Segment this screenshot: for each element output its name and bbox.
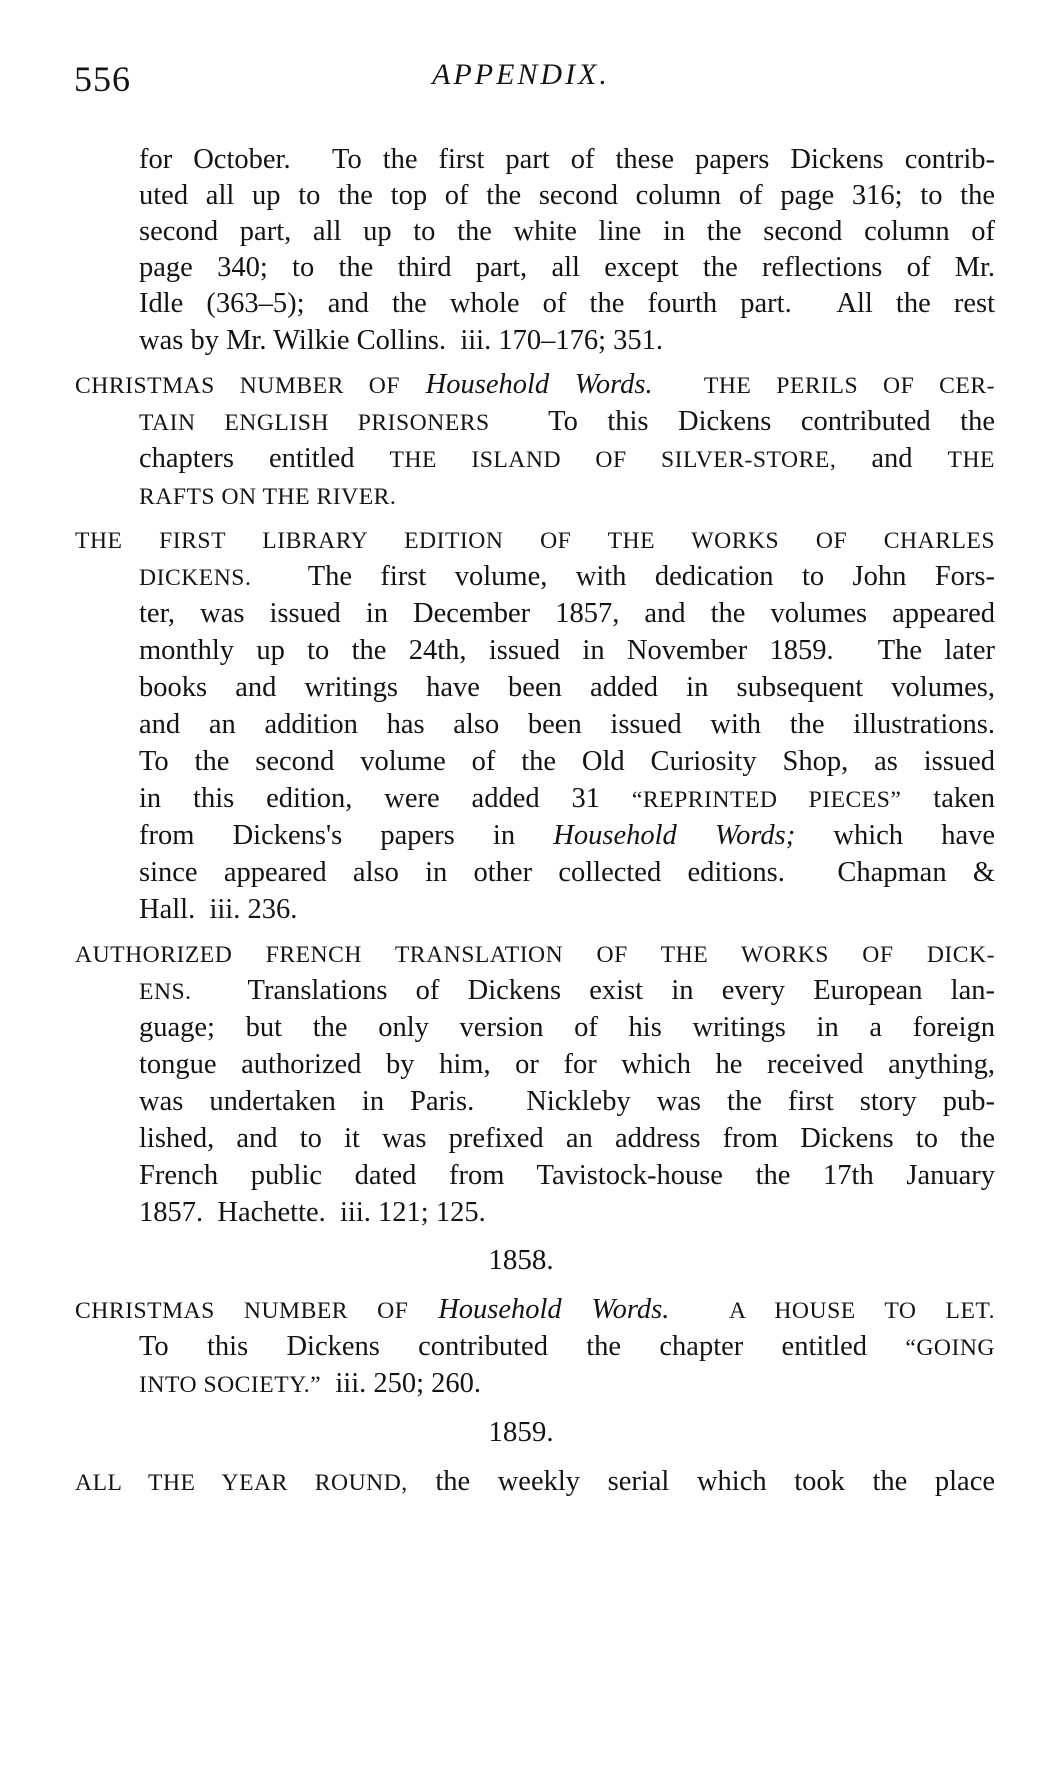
entry-heading: THE FIRST LIBRARY EDITION OF THE WORKS OF CHARLES [75, 528, 995, 554]
text-line: 1857. Hachette. iii. 121; 125. [139, 1197, 486, 1228]
entry-french-translation-heading [75, 934, 995, 974]
text-line: for October. To the first part of these papers Dickens contrib- [139, 144, 995, 175]
page-number: 556 [74, 59, 131, 99]
entry-heading: ALL THE YEAR ROUND, [75, 1470, 408, 1496]
text-span: in this edition, were added 31 [139, 783, 600, 814]
text-line [139, 1327, 995, 1367]
work-title: TAIN ENGLISH PRISONERS [139, 410, 490, 436]
text-span: iii. 250; 260. [335, 1368, 482, 1399]
entry-christmas-number-house-to-let-line [75, 1290, 995, 1330]
text-line [139, 402, 995, 442]
work-title: INTO SOCIETY.” [139, 1372, 322, 1398]
text-line [139, 557, 995, 597]
text-line: Hall. iii. 236. [139, 894, 298, 925]
text-line: page 340; to the third part, all except the reflections of Mr. [139, 252, 995, 283]
text-line: books and writings have been added in subsequent volumes, [139, 672, 995, 703]
work-title: A HOUSE TO LET. [729, 1298, 995, 1324]
periodical-title: Household Words; [553, 820, 796, 851]
text-line: Idle (363–5); and the whole of the fourth part. All the rest [139, 288, 995, 319]
text-line: second part, all up to the white line in the second column of [139, 216, 995, 247]
text-line [139, 476, 396, 516]
entry-heading: ENS. [139, 979, 192, 1005]
text-line: was undertaken in Paris. Nickleby was the first story pub- [139, 1086, 995, 1117]
text-line [139, 816, 995, 856]
text-line: French public dated from Tavistock-house the 17th January [139, 1160, 995, 1191]
entry-christmas-number-perils-line [75, 365, 995, 405]
year-heading-1858: 1858. [488, 1244, 554, 1276]
entry-all-the-year-round-line [75, 1462, 995, 1502]
text-line [139, 439, 995, 479]
running-title: APPENDIX. [432, 58, 610, 91]
text-line: since appeared also in other collected editions. Chapman & [139, 857, 995, 888]
text-span: the weekly serial which took the place [435, 1466, 996, 1497]
periodical-title: Household Words. [425, 369, 653, 400]
text-span: The first volume, with dedication to John Fors- [307, 561, 995, 592]
text-line: monthly up to the 24th, issued in November 1859. The later [139, 635, 995, 666]
entry-heading: CHRISTMAS NUMBER OF [75, 373, 401, 399]
work-title: THE ISLAND OF SILVER-STORE, [389, 447, 837, 473]
text-span: To this Dickens contributed the [548, 406, 995, 437]
text-span: chapters entitled [139, 443, 355, 474]
text-line: ter, was issued in December 1857, and the volumes appeared [139, 598, 995, 629]
text-span: from Dickens's papers in [139, 820, 516, 851]
text-line: To the second volume of the Old Curiosity Shop, as issued [139, 746, 995, 777]
text-span: which have [833, 820, 996, 851]
entry-heading: AUTHORIZED FRENCH TRANSLATION OF THE WORKS OF DICK- [75, 942, 995, 968]
text-span: To this Dickens contributed the chapter entitled [139, 1331, 868, 1362]
text-span: Translations of Dickens exist in every European lan- [247, 975, 995, 1006]
periodical-title: Household Words. [438, 1294, 670, 1325]
text-line [139, 779, 995, 819]
work-title: “REPRINTED PIECES” [631, 787, 902, 813]
text-line: was by Mr. Wilkie Collins. iii. 170–176; 351. [139, 325, 664, 356]
text-line: uted all up to the top of the second column of page 316; to the [139, 180, 995, 211]
text-line: guage; but the only version of his writings in a foreign [139, 1012, 995, 1043]
text-line: and an addition has also been issued with the illustrations. [139, 709, 995, 740]
work-title: THE [947, 447, 995, 473]
text-line: tongue authorized by him, or for which he received anything, [139, 1049, 995, 1080]
text-line: lished, and to it was prefixed an address from Dickens to the [139, 1123, 995, 1154]
work-title: “GOING [905, 1335, 995, 1361]
entry-heading: DICKENS. [139, 565, 252, 591]
work-title: RAFTS ON THE RIVER. [139, 484, 397, 510]
text-line [139, 1364, 481, 1404]
entry-heading: CHRISTMAS NUMBER OF [75, 1298, 409, 1324]
text-line [139, 971, 995, 1011]
work-title: THE PERILS OF CER- [703, 373, 996, 399]
text-span: taken [933, 783, 996, 814]
text-span: and [871, 443, 913, 474]
year-heading-1859: 1859. [488, 1416, 554, 1448]
entry-first-library-edition-heading [75, 520, 995, 560]
